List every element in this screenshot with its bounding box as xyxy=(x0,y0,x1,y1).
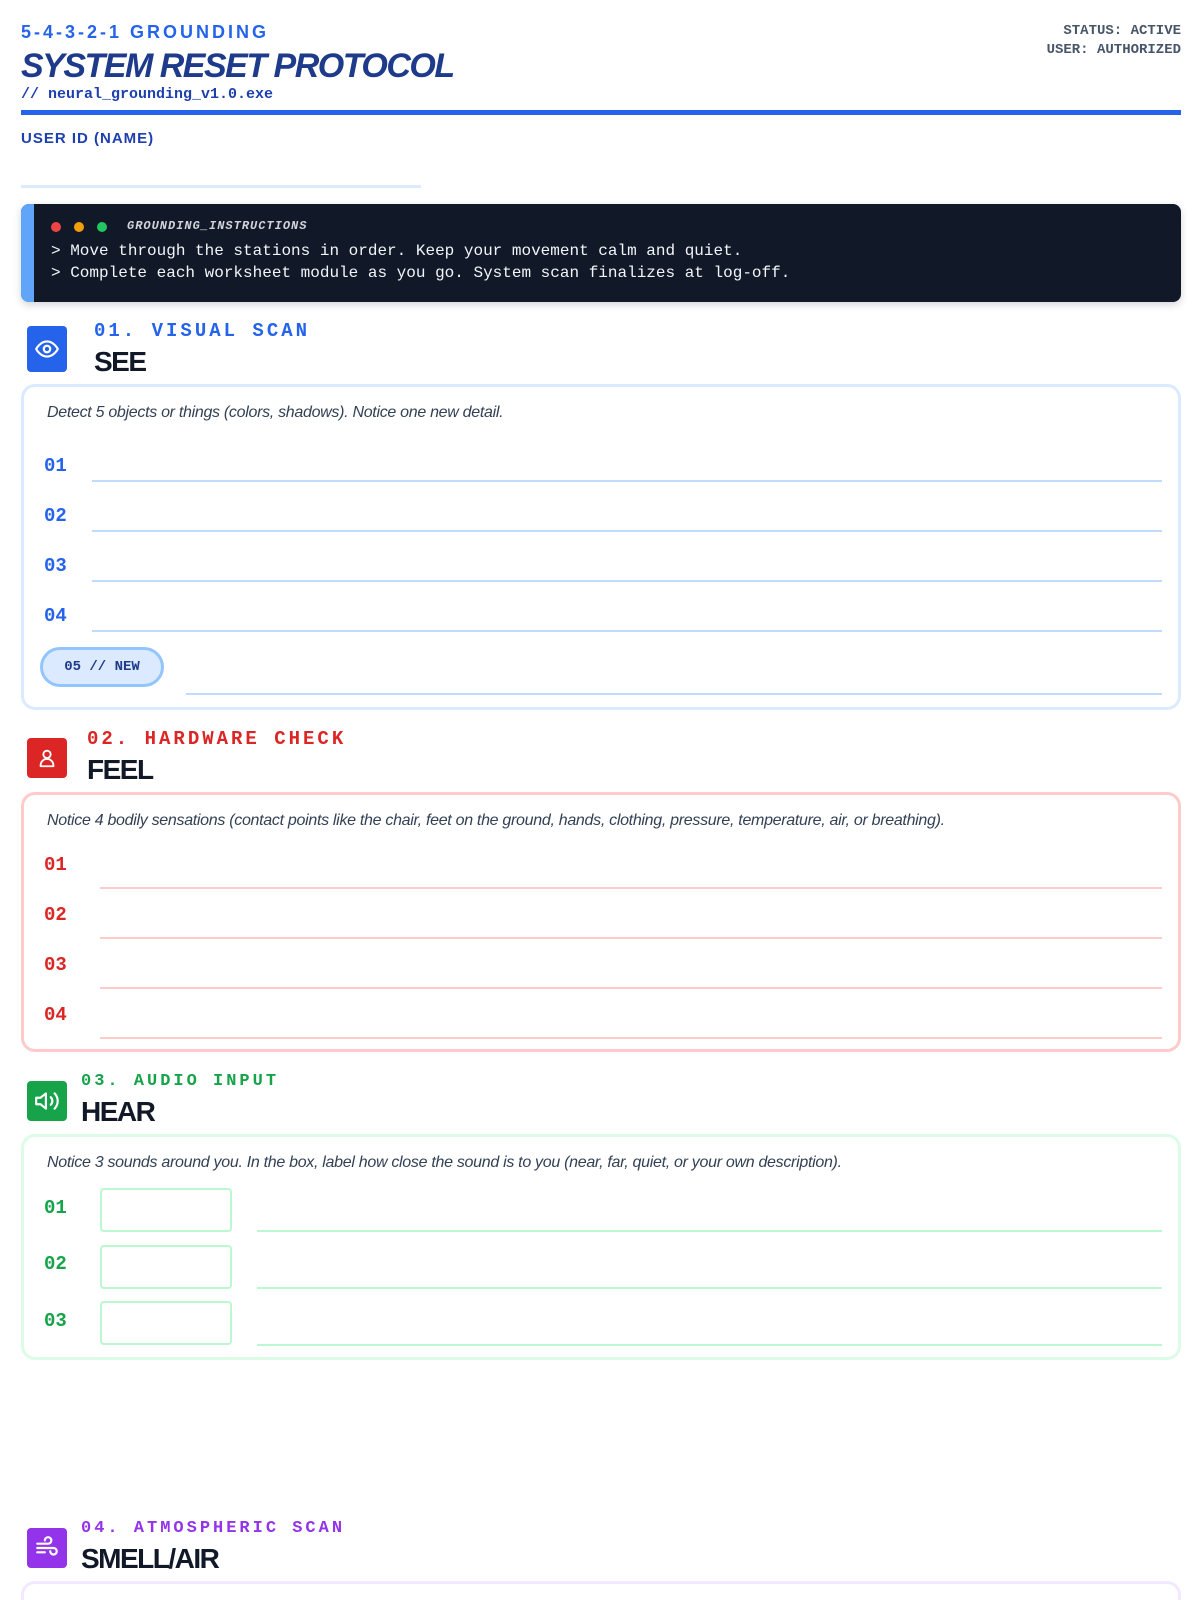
answer-line[interactable] xyxy=(257,1287,1162,1289)
terminal-accent-bar xyxy=(21,204,34,302)
answer-line[interactable] xyxy=(100,937,1162,939)
terminal-line: > Complete each worksheet module as you go. System scan finalizes at log-off. xyxy=(51,264,791,282)
section-feel-card xyxy=(21,792,1181,1052)
section-hear-card xyxy=(21,1134,1181,1360)
section-see-title: SEE xyxy=(94,346,146,377)
status-text: STATUS: ACTIVE xyxy=(1063,23,1181,39)
green-dot-icon xyxy=(97,222,107,232)
person-icon xyxy=(36,747,58,769)
distance-box[interactable] xyxy=(100,1245,232,1289)
answer-line[interactable] xyxy=(100,887,1162,889)
section-see-prompt: Detect 5 objects or things (colors, shadows). Notice one new detail. xyxy=(47,404,504,421)
section-see-icon-tile xyxy=(27,326,67,372)
section-smell-icon-tile xyxy=(27,1528,67,1568)
speaker-icon xyxy=(34,1088,60,1114)
header xyxy=(21,22,1181,116)
section-smell-kicker: 04. ATMOSPHERIC SCAN xyxy=(81,1519,346,1538)
row-number: 03 xyxy=(44,1310,67,1332)
row-number: 01 xyxy=(44,1197,67,1219)
answer-line[interactable] xyxy=(257,1344,1162,1346)
user-name-input[interactable] xyxy=(21,152,421,188)
section-hear-prompt: Notice 3 sounds around you. In the box, label how close the sound is to you (near, far, quiet, or your own description). xyxy=(47,1154,842,1171)
answer-line[interactable] xyxy=(92,530,1162,532)
red-dot-icon xyxy=(51,222,61,232)
page-title: SYSTEM RESET PROTOCOL xyxy=(21,47,454,85)
row-number: 01 xyxy=(44,854,67,876)
wind-icon xyxy=(34,1535,60,1561)
row-number: 02 xyxy=(44,904,67,926)
user-id-label: USER ID (NAME) xyxy=(21,130,155,147)
section-smell-card xyxy=(21,1581,1181,1600)
section-feel-title: FEEL xyxy=(87,754,153,785)
answer-line[interactable] xyxy=(92,580,1162,582)
header-divider xyxy=(21,110,1181,115)
answer-line[interactable] xyxy=(100,987,1162,989)
row-number: 04 xyxy=(44,1004,67,1026)
section-feel-prompt: Notice 4 bodily sensations (contact points like the chair, feet on the ground, hands, clothing, pressure, temperature, air, or breathing). xyxy=(47,812,945,829)
terminal-line: > Move through the stations in order. Keep your movement calm and quiet. xyxy=(51,242,743,260)
row-number: 02 xyxy=(44,505,67,527)
yellow-dot-icon xyxy=(74,222,84,232)
instructions-terminal xyxy=(21,204,1181,302)
section-see-kicker: 01. VISUAL SCAN xyxy=(94,320,311,342)
section-feel-icon-tile xyxy=(27,738,67,778)
row-number: 03 xyxy=(44,555,67,577)
program-filename: // neural_grounding_v1.0.exe xyxy=(21,86,274,103)
section-smell-title: SMELL/AIR xyxy=(81,1543,219,1574)
answer-line[interactable] xyxy=(100,1037,1162,1039)
distance-box[interactable] xyxy=(100,1301,232,1345)
answer-line[interactable] xyxy=(257,1230,1162,1232)
row-number: 01 xyxy=(44,455,67,477)
user-status-text: USER: AUTHORIZED xyxy=(1046,42,1181,58)
row-number: 03 xyxy=(44,954,67,976)
section-hear-kicker: 03. AUDIO INPUT xyxy=(81,1072,280,1091)
answer-line[interactable] xyxy=(92,630,1162,632)
section-feel-kicker: 02. HARDWARE CHECK xyxy=(87,728,347,750)
terminal-title: GROUNDING_INSTRUCTIONS xyxy=(127,219,308,233)
row-number: 04 xyxy=(44,605,67,627)
header-eyebrow: 5-4-3-2-1 GROUNDING xyxy=(21,22,270,42)
section-see-card xyxy=(21,384,1181,710)
row-number: 02 xyxy=(44,1253,67,1275)
status-block xyxy=(1047,22,1181,60)
eye-icon xyxy=(34,336,60,362)
section-hear-icon-tile xyxy=(27,1081,67,1121)
section-hear-title: HEAR xyxy=(81,1096,155,1127)
distance-box[interactable] xyxy=(100,1188,232,1232)
new-detail-badge[interactable]: 05 // NEW xyxy=(40,647,164,687)
answer-line[interactable] xyxy=(186,693,1162,695)
answer-line[interactable] xyxy=(92,480,1162,482)
